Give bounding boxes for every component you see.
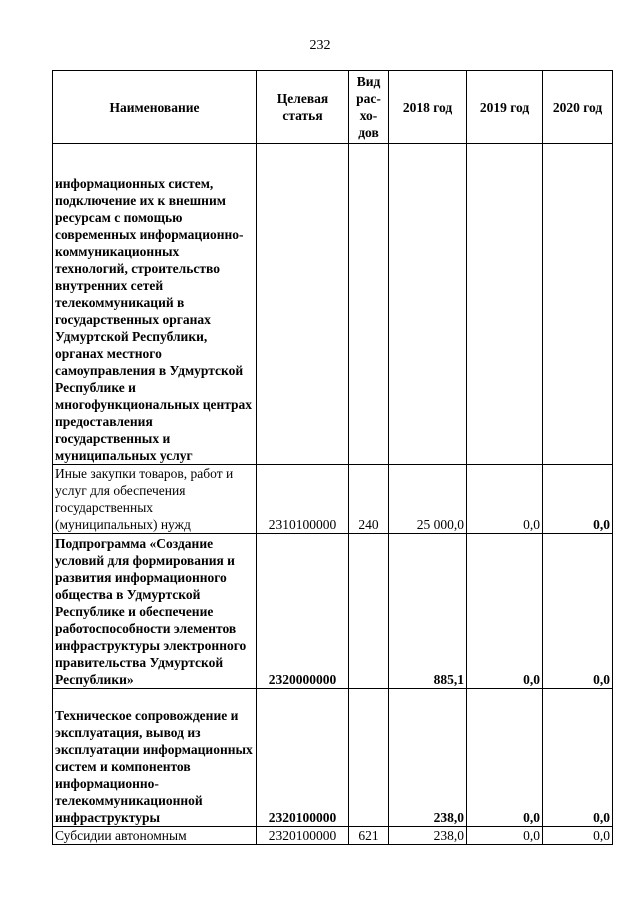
row-type bbox=[349, 689, 389, 827]
row-2020: 0,0 bbox=[543, 534, 613, 689]
row-2020 bbox=[543, 144, 613, 465]
table-row bbox=[53, 465, 613, 534]
header-2018: 2018 год bbox=[389, 71, 467, 144]
row-code: 2310100000 bbox=[257, 465, 349, 534]
budget-table bbox=[52, 70, 613, 845]
table-row bbox=[53, 689, 613, 827]
row-type: 240 bbox=[349, 465, 389, 534]
row-name: Подпрограмма «Создание условий для формирования и развития информационного общества в Удмуртской Республике и обеспечение работоспособности элементов инфраструктуры электронного правительства Удмуртской Республики» bbox=[53, 534, 257, 689]
row-2020: 0,0 bbox=[543, 827, 613, 845]
row-2018: 25 000,0 bbox=[389, 465, 467, 534]
row-name: Техническое сопровождение и эксплуатация, вывод из эксплуатации информационных систем и компонентов информационно-телекоммуникационной инфраструктуры bbox=[53, 689, 257, 827]
row-code: 2320100000 bbox=[257, 689, 349, 827]
row-name: информационных систем, подключение их к внешним ресурсам с помощью современных информационно-коммуникационных технологий, строительство внутренних сетей телекоммуникаций в государственных органах Удмуртской Республики, органах местного самоуправления в Удмуртской Республике и многофункциональных центрах предоставления государственных и муниципальных услуг bbox=[53, 144, 257, 465]
row-code: 2320100000 bbox=[257, 827, 349, 845]
row-name: Субсидии автономным bbox=[53, 827, 257, 845]
table-row bbox=[53, 827, 613, 845]
header-target: Целевая статья bbox=[257, 71, 349, 144]
header-name: Наименование bbox=[53, 71, 257, 144]
row-2019 bbox=[467, 144, 543, 465]
row-2018 bbox=[389, 144, 467, 465]
row-name: Иные закупки товаров, работ и услуг для обеспечения государственных (муниципальных) нужд bbox=[53, 465, 257, 534]
table-row bbox=[53, 534, 613, 689]
row-code bbox=[257, 144, 349, 465]
row-2019: 0,0 bbox=[467, 465, 543, 534]
table-row bbox=[53, 144, 613, 465]
row-type bbox=[349, 144, 389, 465]
header-row bbox=[53, 71, 613, 144]
row-type: 621 bbox=[349, 827, 389, 845]
header-2019: 2019 год bbox=[467, 71, 543, 144]
row-2020: 0,0 bbox=[543, 465, 613, 534]
row-2019: 0,0 bbox=[467, 534, 543, 689]
row-2019: 0,0 bbox=[467, 689, 543, 827]
row-2018: 238,0 bbox=[389, 689, 467, 827]
header-type: Вид рас-хо-дов bbox=[349, 71, 389, 144]
page-number: 232 bbox=[309, 38, 331, 53]
row-2020: 0,0 bbox=[543, 689, 613, 827]
row-2019: 0,0 bbox=[467, 827, 543, 845]
header-2020: 2020 год bbox=[543, 71, 613, 144]
row-2018: 238,0 bbox=[389, 827, 467, 845]
row-2018: 885,1 bbox=[389, 534, 467, 689]
row-type bbox=[349, 534, 389, 689]
row-code: 2320000000 bbox=[257, 534, 349, 689]
